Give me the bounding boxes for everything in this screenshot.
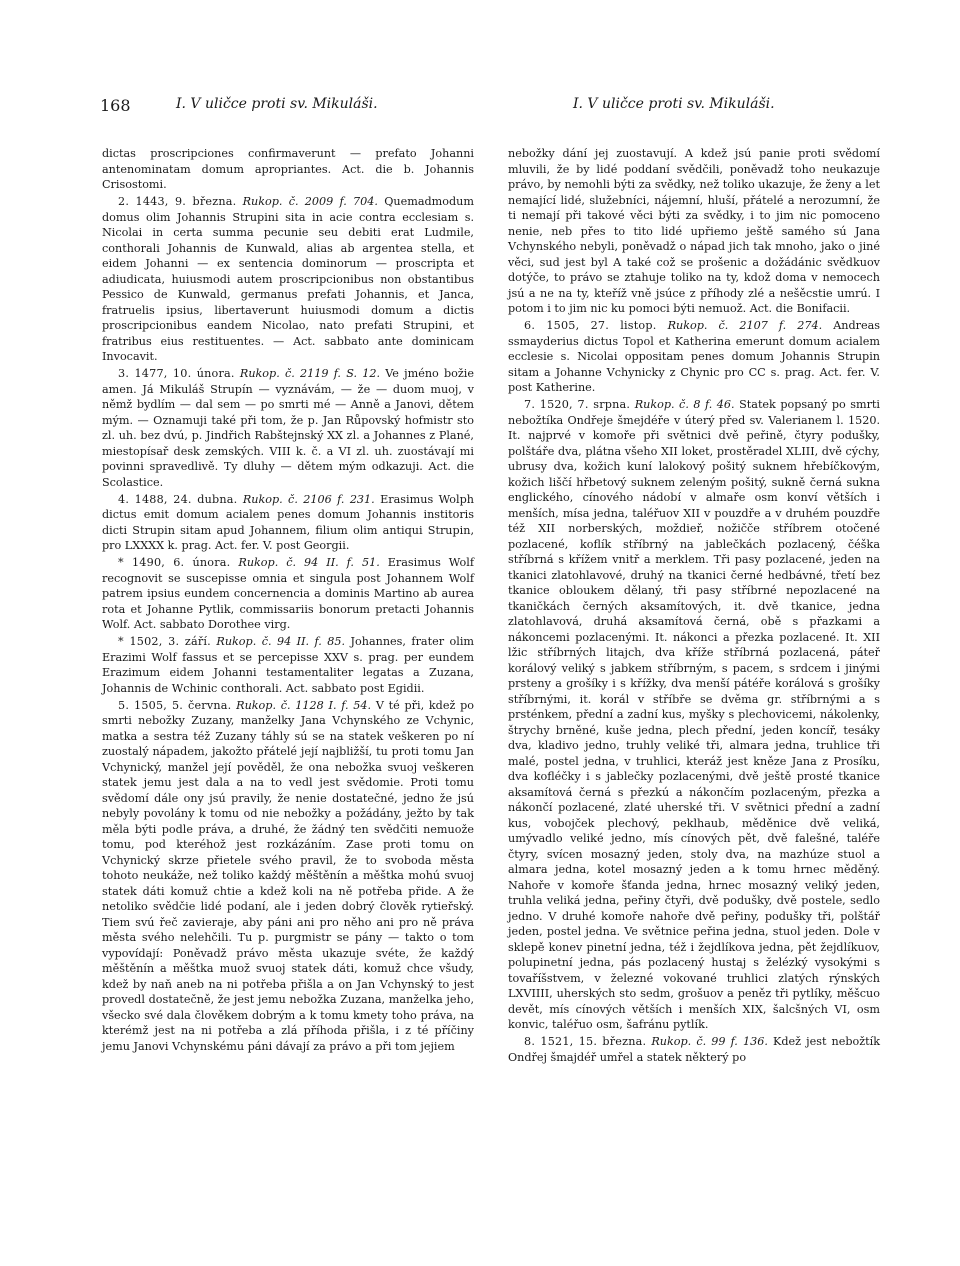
entry-heading: 2. 1443, 9. března. [118, 195, 237, 208]
entry-text: Quemadmodum domus olim Johannis Strupini sita in acie contra ecclesiam s. Nicolai in certa summa pecunie seu debiti erat Ludmile, conthorali Johannis de Kunwald, alias ab argentea stella, et eidem Johanni — ex sentencia dominorum — proscripta et adiudicata, huiusmodi autem proscripcionibus non obstantibus Pessico de Kunwald, germanus prefati Johannis, et Janca, fratruelis ipsius, libertaverunt huiusmodi domum a dictis proscripcionibus eandem Nicolao, nato prefati Strupini, et fratribus eius restituentes. — Act. sabbato ante dominicam Invocavit. [102, 195, 474, 363]
right-column [508, 146, 880, 1067]
entry-paragraph [102, 194, 474, 365]
manuscript-reference: Rukop. č. 2106 f. 231. [242, 492, 375, 506]
running-title-left: I. V uličce proti sv. Mikuláši. [176, 96, 378, 112]
manuscript-reference: Rukop. č. 94 II. f. 51. [238, 556, 380, 569]
entry-paragraph [508, 146, 880, 317]
entry-text: V té při, kdež po smrti nebožky Zuzany, manželky Jana Vchynského ze Vchynic, matka a sestra též Zuzany táhly sú se na statek veškeren po ní zuostalý nápadem, jakožto přátelé její najbližší, tu proti tomu Jan Vchynický, manžel její pověděl, že ona nebožka svuoj veškeren statek jemu jest dala a na to vedl jest svědomie. Proti tomu svědomí dále ony jsú pravily, že nenie dostatečné, jedno že jsú nebyly povolány k tomu od nie nebožky a požádány, ježto by tak měla býti podle práva, a druhé, že žádný ten svědčiti nemuože tomu, pod kteréhož jest rozkázáním. Zase proti tomu on Vchynický skrze přietele svého pravil, že to svoboda města tohoto neukáže, než toliko každý měštěnín a měštka mohú svuoj statek dáti komuž chtie a kdež koli na ně potřeba přide. A že netoliko svědčie lidé podaní, ale i jeden dobrý člověk rytieřský. Tiem svú řeč zavieraje, aby páni ani pro něho ani pro ně práva města svého nelehčili. Tu p. purgmistr se pány — takto o tom vypovídají: Poněvadž právo města ukazuje svéte, že každý měštěnín a měštka muož svuoj statek dáti, komuž chce všudy, kdež by naň aneb na ni potřeba přišla a on Jan Vchynský to jest provedl dostatečně, že jest jemu nebožka Zuzana, manželka jeho, všecko své dala člověkem dobrým a k tomu kmety toho práva, na kterémž jest na ni potřeba a zlá příhoda přišla, i z té příčiny jemu Janovi Vchynskému páni dávají za právo a při tom jejiem [102, 698, 474, 1053]
entry-paragraph [102, 555, 474, 633]
entry-paragraph [508, 397, 880, 1033]
entry-text: Ve jméno božie amen. Já Mikuláš Strupín — vyznávám, — že — duom muoj, v němž bydlím — dal sem — po smrti mé — Anně a Janovi, dětem mým. — Oznamuji také při tom, že p. Jan Růpovský hofmistr sto zl. uh. bez dvú, p. Jindřich Rabštejnský XX zl. a Johannes z Plané, miestopísař desk zemských. VIII k. č. a VI zl. uh. zuostávají mi povinni spravedlivě. Ty dluhy — dětem mým odkazuji. Act. die Scolastice. [102, 367, 474, 489]
manuscript-reference: Rukop. č. 2119 f. S. 12. [239, 367, 381, 380]
entry-paragraph [102, 492, 474, 554]
page-number: 168 [100, 96, 131, 115]
entry-paragraph [508, 1034, 880, 1065]
entry-text: Erasimus Wolf recognovit se suscepisse omnia et singula post Johannem Wolf patrem ipsius eundem concernencia a dominis Martino ab aurea rota et Johanne Pytlik, commissariis bonorum pretacti Johannis Wolf. Act. sabbato Dorothee virg. [102, 556, 474, 631]
entry-heading: 6. 1505, 27. listop. [524, 319, 657, 332]
left-column [102, 146, 474, 1056]
entry-text: Andreas ssmayderius dictus Topol et Katherina emerunt domum acialem ecclesie s. Nicolai oppositam penes domum Johannis Strupin sitam a Johanne Vchynicky z Chynic pro CC s. prag. Act. fer. V. post Katherine. [508, 319, 881, 394]
entry-paragraph [102, 146, 474, 193]
manuscript-reference: Rukop. č. 99 f. 136. [651, 1035, 768, 1048]
manuscript-reference: Rukop. č. 2009 f. 704. [242, 195, 378, 208]
manuscript-reference: Rukop. č. 8 f. 46. [634, 398, 735, 411]
manuscript-reference: Rukop. č. 94 II. f. 85. [216, 635, 346, 648]
entry-text: nebožky dání jej zuostavují. A kdež jsú panie proti svědomí mluvili, že by lidé poddaní svědčili, poněvadž toho neukazuje právo, by nemohli býti za svědky, než toliko ukazuje, že ženy a let nemající lidé, služebníci, nájemní, hluší, přátelé a nerozumní, že ti nemají při takové věci býti za svědky, i to jim nic pomoceno nenie, neb přes to tito lidé upřiemo ještě samého sú Jana Vchynského nebyli, poněvadž o nápad jich tak mnoho, jako o jiné věci, sud jest byl A také což se prošenic a dožádánic svědkuov dotýče, to právo se ztahuje toliko na ty, kdož doma v nemocech jsú a ne na ty, kteříž vně jsúce z příhody zlé a nešěcstie umrú. I potom i to jim nic ku pomoci býti nemuož. Act. die Bonifacii. [508, 147, 880, 315]
entry-text: Kdež jest nebožtík Ondřej šmajdéř umřel a statek některý po [508, 1035, 881, 1064]
manuscript-reference: Rukop. č. 2107 f. 274. [667, 319, 823, 332]
entry-heading: 7. 1520, 7. srpna. [524, 398, 631, 411]
entry-paragraph [102, 698, 474, 1055]
entry-paragraph [102, 366, 474, 490]
entry-text: Erasimus Wolph dictus emit domum acialem penes domum Johannis institoris dicti Strupin sitam apud Johannem, filium olim antiqui Strupin, pro LXXXX k. prag. Act. fer. V. post Georgii. [102, 492, 474, 552]
entry-heading: 5. 1505, 5. června. [118, 698, 232, 712]
entry-paragraph [102, 634, 474, 696]
entry-heading: 3. 1477, 10. února. [118, 367, 235, 380]
entry-heading: 8. 1521, 15. března. [524, 1035, 647, 1048]
running-title-right: I. V uličce proti sv. Mikuláši. [573, 96, 775, 112]
entry-paragraph [508, 318, 880, 396]
entry-text: Johannes, frater olim Erazimi Wolf fassus et se percepisse XXV s. prag. per eundem Erazimum eidem Johanni testamentaliter legatas a Zuzana, Johannis de Wchinic conthorali. Act. sabbato post Egidii. [102, 635, 475, 695]
entry-heading: 4. 1488, 24. dubna. [118, 492, 238, 506]
page-header [100, 96, 880, 126]
entry-text: Statek popsaný po smrti nebožtíka Ondřeje šmejdéře v úterý před sv. Valerianem l. 1520. It. najprvé v komoře při světnici dvě peřině, čtyry podušky, polštáře dva, plátna všeho XII loket, prostěradel XLIII, dvě cýchy, ubrusy dva, kožich kuní lalokový pošitý suknem hřebíčkovým, kožich liščí hřbetový suknem zeleným pošitý, sukně černá sukna englického, cínového nádobí v almaře osm konví větších i menších, mísa jedna, taléřuov XII v pouzdře a v druhém pouzdře též XII norberských, moždieř, nožičče stříbrem otočené pozlacené, koflík stříbrný na jablečkách pozlacený, čéška stříbrná s křížem vnitř a merklem. Tři pasy pozlacené, jeden na tkanici zlatohlavové, druhý na tkanici černé hedbávné, třetí bez tkanice obloukem dělaný, tři pasy stříbrné nepozlacené na tkaničkách černých aksamítových, it. dvě tkanice, jedna zlatohlavová, druhá aksamítová černá, obě s přazkami a nákoncemi pozlacenými. It. nákonci a přezka pozlacené. It. XII lžic stříbrných litajch, dva kříže stříbrná pozlacená, páteř korálový veliký s jabkem stříbrným, s pacem, s srdcem i jinými prsteny a grošíky i s křížky, dva menší pátéře korálová s grošíky stříbrnými, it. korál v stříbře se dvěma gr. stříbrnými a s prsténkem, přední a zadní kus, myšky s plechovicemi, nákolenky, štrychy brněné, kuše jedna, plech přední, jeden koncíř, tesáky dva, kladivo jedno, truhly veliké tři, almara jedna, truhlice tři malé, postel jedna, v truhlici, kteráž jest kněze Jana z Prosíku, dva kofléčky i s jablečky pozlacenými, dvě ještě prosté tkanice aksamítová černá s přezkú a nákončím pozlaceným, přezka a nákončí pozlacené, zlaté uherské tři. V světnici přední a zadní kus, vobojček plechový, peklhaub, měděnice dvě veliká, umývadlo veliké jedno, mís cínových pět, dvě falešné, taléře čtyry, svícen mosazný jeden, stoly dva, na mazhúze stuol a almara jedna, kotel mosazný jeden a k tomu hrnec měděný. Nahoře v komoře šťanda jedna, hrnec mosazný veliký jeden, truhla veliká jedna, peřiny čtyři, dvě podušky, dvě postele, sedlo jedno. V druhé komoře nahoře dvě peřiny, podušky tři, polštář jeden, postel jedna. Ve světnice peřina jedna, stuol jeden. Dole v sklepě konev pinetní jedna, též i žejdlíkova jedna, pět žejdlíkuov, polupinetní jedna, pás pozlacený hustaj s želézký vysokými s tovaříšstvem, v železné vokované truhlici zlatých rýnských LXVIIII, uherských sto sedm, grošuov a peněz tři pytlíky, měšcuo devět, mís cínových větších i menších XIX, šalcšných VI, osm konvic, taléřuo osm, šafránu pytlík. [508, 398, 881, 1031]
entry-heading: * 1502, 3. září. [118, 635, 211, 648]
entry-heading: * 1490, 6. února. [118, 556, 231, 569]
entry-text: dictas proscripciones confirmaverunt — prefato Johanni antenominatam domum apropriantes. Act. die b. Johannis Crisostomi. [102, 147, 474, 191]
manuscript-reference: Rukop. č. 1128 I. f. 54. [236, 698, 372, 712]
